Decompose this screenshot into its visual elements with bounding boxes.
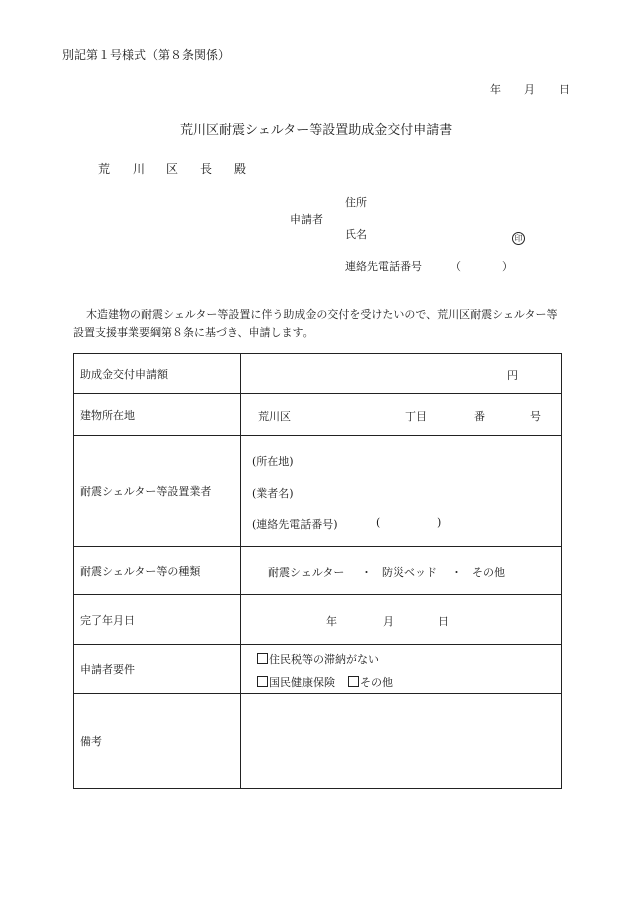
contractor-phone-paren-open: ( (376, 516, 381, 529)
requirements-field (241, 645, 562, 694)
contractor-phone: (連絡先電話番号) (252, 518, 338, 531)
remarks-field[interactable] (241, 694, 562, 789)
requirement-other-label: その他 (360, 676, 393, 689)
row-requirements (74, 645, 562, 694)
requirements-label: 申請者要件 (74, 645, 241, 694)
name-label: 氏名 (345, 228, 367, 241)
contractor-label: 耐震シェルター等設置業者 (74, 436, 241, 547)
amount-label: 助成金交付申請額 (74, 354, 241, 394)
checkbox-other[interactable] (348, 676, 359, 687)
completion-field[interactable] (241, 595, 562, 645)
kind-separator-2: ・ (451, 566, 462, 579)
document-title: 荒川区耐震シェルター等設置助成金交付申請書 (180, 123, 453, 138)
row-kind (74, 547, 562, 595)
row-amount (74, 354, 562, 394)
contractor-name: (業者名) (252, 487, 294, 500)
amount-unit: 円 (507, 369, 518, 382)
completion-day: 日 (438, 615, 449, 628)
phone-paren-open: （ (450, 260, 461, 273)
phone-paren-close: ） (502, 260, 513, 273)
body-text-line1: 木造建物の耐震シェルター等設置に伴う助成金の交付を受けたいので、荒川区耐震シェルター等 (86, 308, 558, 321)
body-text-line2: 設置支援事業要綱第８条に基づき、申請します。 (73, 326, 314, 339)
addressee-char-4: 長 (200, 162, 213, 176)
location-field[interactable] (241, 394, 562, 436)
date-day: 日 (559, 83, 570, 96)
kind-label: 耐震シェルター等の種類 (74, 547, 241, 595)
row-remarks (74, 694, 562, 789)
requirement-tax-label: 住民税等の滞納がない (269, 653, 379, 666)
requirement-other[interactable] (348, 674, 393, 690)
kind-option-shelter: 耐震シェルター (268, 566, 345, 579)
contractor-field[interactable] (241, 436, 562, 547)
contractor-phone-paren-close: ) (437, 516, 442, 529)
addressee-char-2: 川 (133, 162, 146, 176)
requirement-tax[interactable] (257, 651, 379, 667)
seal-text: 印 (512, 232, 525, 245)
location-go: 号 (530, 410, 541, 423)
phone-label: 連絡先電話番号 (345, 260, 422, 273)
location-label: 建物所在地 (74, 394, 241, 436)
requirement-insurance-label: 国民健康保険 (269, 676, 335, 689)
checkbox-insurance[interactable] (257, 676, 268, 687)
form-number: 別記第１号様式（第８条関係） (62, 48, 231, 62)
contractor-address: (所在地) (252, 455, 294, 468)
date-month: 月 (524, 83, 535, 96)
amount-field[interactable] (241, 354, 562, 394)
kind-option-other: その他 (472, 566, 505, 579)
addressee-char-3: 区 (166, 162, 179, 176)
remarks-label: 備考 (74, 694, 241, 789)
location-chome: 丁目 (405, 410, 427, 423)
row-completion (74, 595, 562, 645)
completion-month: 月 (383, 615, 394, 628)
row-contractor (74, 436, 562, 547)
requirement-insurance[interactable] (257, 674, 335, 690)
addressee-char-5: 殿 (234, 162, 247, 176)
application-table (73, 353, 562, 789)
completion-year: 年 (326, 615, 337, 628)
location-ban: 番 (474, 410, 485, 423)
address-label: 住所 (345, 196, 367, 209)
kind-field[interactable] (241, 547, 562, 595)
kind-option-bed: 防災ベッド (382, 566, 437, 579)
row-location (74, 394, 562, 436)
kind-separator-1: ・ (361, 566, 372, 579)
completion-label: 完了年月日 (74, 595, 241, 645)
addressee-char-1: 荒 (98, 162, 111, 176)
date-year: 年 (490, 83, 501, 96)
location-ward: 荒川区 (258, 410, 291, 423)
seal-mark (512, 226, 525, 245)
checkbox-tax[interactable] (257, 653, 268, 664)
applicant-label: 申請者 (290, 213, 323, 226)
